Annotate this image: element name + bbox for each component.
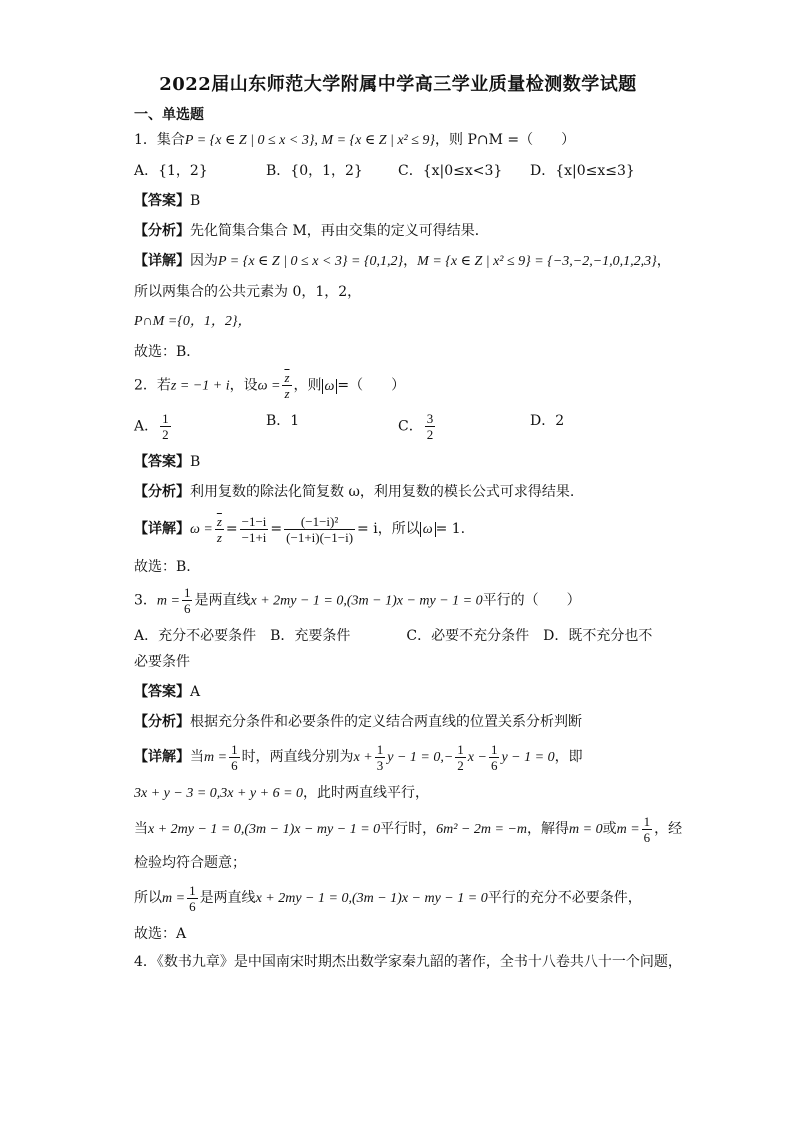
q1-option-b: B．{0，1，2} bbox=[266, 163, 363, 179]
q1-prefix: 1．集合 bbox=[134, 132, 185, 148]
q1-options bbox=[134, 161, 662, 181]
q1-ask: ，则 P∩M =（ ） bbox=[435, 132, 576, 148]
q2-option-a: A． $\frac{1}{2}$ bbox=[134, 411, 169, 442]
q2-answer bbox=[134, 452, 662, 472]
q2-option-d: D．2 bbox=[530, 413, 565, 429]
q1-stem bbox=[134, 130, 662, 151]
q2-omega-fraction: $\frac{\overline{z}}{z}$ bbox=[284, 370, 290, 401]
q1-option-d: D．{x|0≤x≤3} bbox=[530, 163, 635, 179]
q1-analysis bbox=[134, 221, 662, 241]
q2-detail-end: = i，所以 bbox=[357, 521, 420, 537]
q2-analysis-text: 利用复数的除法化简复数 ω，利用复数的模长公式可求得结果. bbox=[190, 484, 575, 500]
q3-m-eq: m = bbox=[156, 593, 180, 609]
q2-option-b: B．1 bbox=[266, 413, 300, 429]
q2-analysis bbox=[134, 482, 662, 502]
q2-cond: z = −1 + i bbox=[170, 378, 230, 394]
q1-detail-p: P = {x ∈ Z | 0 ≤ x < 3} = {0,1,2} bbox=[218, 254, 404, 269]
q2-detail-frac-1: $\frac{-1-i}{-1+i}$ bbox=[241, 513, 267, 545]
q3-conclusion: 故选：A bbox=[134, 926, 187, 942]
q3-options-wrap: 必要条件 bbox=[134, 654, 190, 670]
q2-mid: ，设 bbox=[229, 377, 258, 394]
answer-label: 【答案】 bbox=[134, 454, 190, 470]
q3-analysis-text: 根据充分条件和必要条件的定义结合两直线的位置关系分析判断 bbox=[190, 714, 582, 730]
answer-label: 【答案】 bbox=[134, 684, 190, 700]
q1-detail: 【详解】因为P = {x ∈ Z | 0 ≤ x < 3} = {0,1,2}，M = {x ∈ Z | x² ≤ 9} = {−3,−2,−1,0,1,2,3}， bbox=[134, 253, 671, 269]
q3-fraction: $\frac{1}{6}$ bbox=[183, 585, 191, 616]
q1-option-a: A．{1，2} bbox=[134, 163, 208, 179]
q3-detail-3: 当x + 2my − 1 = 0,(3m − 1)x − my − 1 = 0平行时，6m² − 2m = −m，解得m = 0或m = $\frac{1}{6}$ ，经 bbox=[134, 813, 683, 845]
q3-stem bbox=[134, 585, 662, 616]
q1-detail-2: 所以两集合的公共元素为 0，1，2， bbox=[134, 284, 362, 300]
q3-answer bbox=[134, 682, 662, 702]
answer-label: 【答案】 bbox=[134, 193, 190, 209]
section-heading: 一、单选题 bbox=[134, 107, 204, 123]
q3-detail-2: 3x + y − 3 = 0,3x + y + 6 = 0，此时两直线平行， bbox=[134, 785, 430, 801]
q2-detail-frac-0: $\frac{\overline{z}}{z}$ bbox=[216, 513, 222, 545]
q4-stem: 4．《数书九章》是中国南宋时期杰出数学家秦九韶的著作，全书十八卷共八十一个问题， bbox=[134, 954, 682, 970]
analysis-label: 【分析】 bbox=[134, 223, 190, 239]
q3-detail-5: 所以m = $\frac{1}{6}$ 是两直线x + 2my − 1 = 0,(3m − 1)x − my − 1 = 0平行的充分不必要条件， bbox=[134, 882, 642, 914]
q2-ask-end: =（ ） bbox=[337, 377, 406, 394]
q3-detail-4: 检验均符合题意； bbox=[134, 855, 246, 871]
q2-detail-frac-2: $\frac{\text{(−1−i)²}}{(-1+i)(-1-i)}$ bbox=[286, 513, 354, 545]
q3-text: 是两直线 bbox=[194, 592, 251, 609]
detail-label: 【详解】 bbox=[134, 253, 190, 269]
q2-stem bbox=[134, 370, 662, 401]
q3-ask: 平行的（ ） bbox=[482, 592, 581, 609]
q1-option-c: C．{x|0≤x<3} bbox=[398, 163, 503, 179]
q2-answer-value: B bbox=[190, 454, 201, 470]
q2-ask: ，则 bbox=[293, 377, 322, 394]
q1-conclusion: 故选：B． bbox=[134, 344, 201, 360]
q3-detail-1: 【详解】当m = $\frac{1}{6}$ 时，两直线分别为x + $\frac{1}{3}$ y − 1 = 0,− $\frac{1}{2}$ x − $\frac{1}{6}$ y − 1 = 0，即 bbox=[134, 741, 583, 773]
q3-options: A．充分不必要条件 B．充要条件 C．必要不充分条件 D．既不充分也不 bbox=[134, 628, 653, 644]
q1-detail-3: P∩M ={0，1，2}， bbox=[134, 314, 252, 329]
q3-prefix: 3． bbox=[134, 592, 157, 609]
q1-detail-intro: 因为 bbox=[190, 253, 218, 269]
q2-conclusion: 故选：B. bbox=[134, 559, 191, 575]
q1-answer-value: B bbox=[190, 193, 201, 209]
detail-label: 【详解】 bbox=[134, 521, 190, 537]
q2-detail: 【详解】ω = $\frac{\overline{z}}{z}$ = $\frac{-1-i}{-1+i}$ = $\frac{\text{(−1−i)²}}{(-1+i)(-1-i)}$ = i，所以 ω = 1. bbox=[134, 513, 466, 545]
q2-abs: ω bbox=[322, 379, 338, 394]
q2-omega: ω = bbox=[257, 378, 281, 394]
q2-option-c: C． $\frac{3}{2}$ bbox=[398, 411, 434, 442]
q1-analysis-text: 先化简集合集合 M，再由交集的定义可得结果． bbox=[190, 223, 489, 239]
q3-analysis bbox=[134, 712, 662, 732]
q2-detail-result: = 1. bbox=[435, 521, 466, 537]
page-title: 2022届山东师范大学附属中学高三学业质量检测数学试题 bbox=[159, 74, 637, 95]
q1-sets: P = {x ∈ Z | 0 ≤ x < 3}, M = {x ∈ Z | x² ≤ 9} bbox=[184, 133, 436, 148]
q1-detail-m: M = {x ∈ Z | x² ≤ 9} = {−3,−2,−1,0,1,2,3} bbox=[417, 254, 657, 269]
analysis-label: 【分析】 bbox=[134, 714, 190, 730]
q2-options bbox=[134, 411, 662, 442]
q1-answer bbox=[134, 191, 662, 211]
q2-prefix: 2．若 bbox=[134, 377, 171, 394]
q3-lines: x + 2my − 1 = 0,(3m − 1)x − my − 1 = 0 bbox=[250, 593, 483, 609]
detail-label: 【详解】 bbox=[134, 749, 190, 765]
analysis-label: 【分析】 bbox=[134, 484, 190, 500]
q3-answer-value: A bbox=[190, 684, 201, 700]
